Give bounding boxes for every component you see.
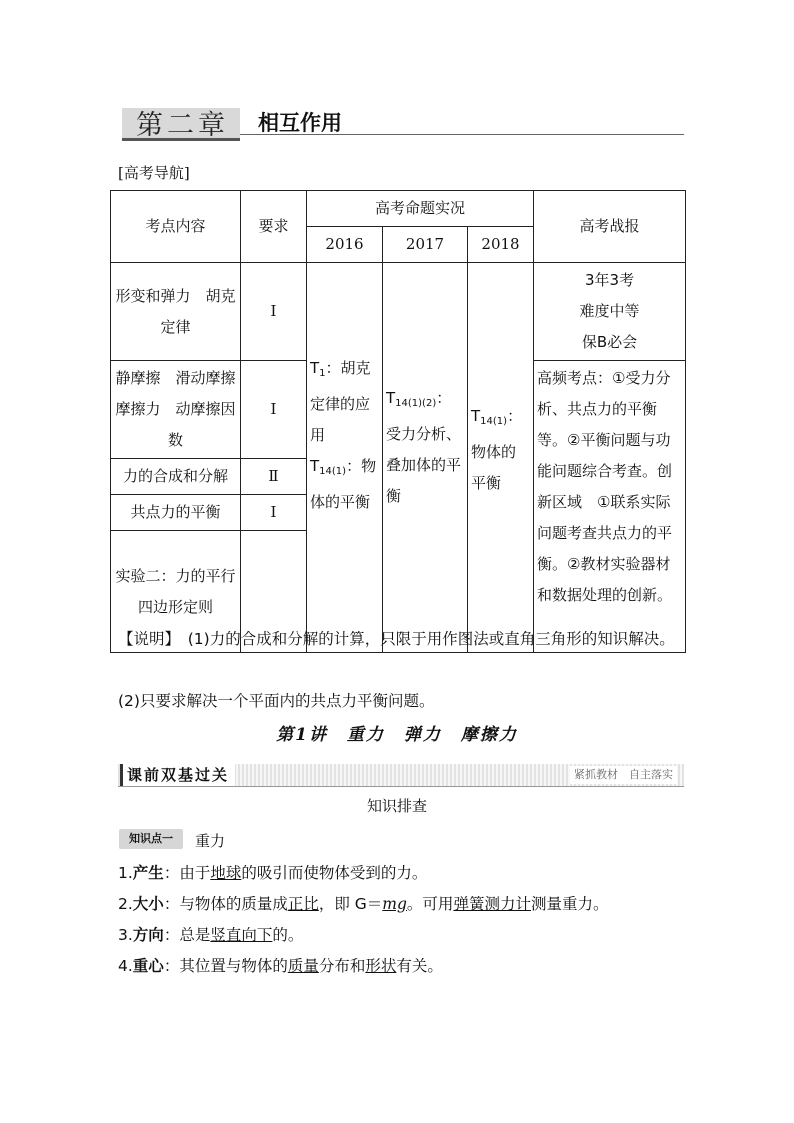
year-2018: 2018 bbox=[468, 227, 534, 263]
header-report: 高考战报 bbox=[534, 191, 686, 263]
header-points: 考点内容 bbox=[111, 191, 241, 263]
lecture-title: 第1讲 重力 弹力 摩擦力 bbox=[276, 725, 518, 745]
exam-navigation-title: [高考导航] bbox=[118, 164, 190, 182]
list-item: 3.方向：总是竖直向下的。 bbox=[118, 926, 304, 944]
table-row-level: Ⅰ bbox=[241, 263, 307, 361]
note-2: (2)只要求解决一个平面内的共点力平衡问题。 bbox=[118, 692, 435, 710]
knowledge-review-heading: 知识排查 bbox=[366, 797, 427, 815]
cell-2017: $T_{14(1)(2)}$：受力分析、叠加体的平衡 bbox=[383, 263, 468, 653]
cell-2018: $T_{14(1)}$：物体的平衡 bbox=[468, 263, 534, 653]
knowledge-point-badge: 知识点一 bbox=[119, 829, 183, 849]
year-2017: 2017 bbox=[383, 227, 468, 263]
knowledge-point-title: 重力 bbox=[195, 832, 226, 850]
header-divider bbox=[240, 134, 684, 135]
table-row-level: Ⅰ bbox=[241, 495, 307, 531]
table-row-point: 形变和弹力 胡克定律 bbox=[111, 263, 241, 361]
section-tagline: 紧抓教材 自主落实 bbox=[570, 766, 677, 784]
report-line: 难度中等 bbox=[579, 302, 640, 320]
chapter-title: 相互作用 bbox=[258, 111, 342, 135]
section-label: 课前双基过关 bbox=[120, 764, 235, 786]
table-row-level: Ⅰ bbox=[241, 361, 307, 459]
table-row-point: 力的合成和分解 bbox=[111, 459, 241, 495]
table-row-level: Ⅱ bbox=[241, 459, 307, 495]
table-row-point: 实验二：力的平行四边形定则 bbox=[111, 531, 241, 653]
note-1: 【说明】 (1)力的合成和分解的计算，只限于用作图法或直角三角形的知识解决。 bbox=[118, 630, 675, 648]
year-2016: 2016 bbox=[307, 227, 383, 263]
report-line: 保B必会 bbox=[581, 333, 638, 351]
report-line: 3年3考 bbox=[584, 271, 635, 289]
header-requirement: 要求 bbox=[241, 191, 307, 263]
list-item: 2.大小：与物体的质量成正比，即 G＝mg。可用弹簧测力计测量重力。 bbox=[118, 895, 609, 913]
header-exam-record: 高考命题实况 bbox=[307, 191, 534, 227]
report-summary bbox=[534, 263, 686, 361]
list-item: 4.重心：其位置与物体的质量分布和形状有关。 bbox=[118, 957, 443, 975]
list-item: 1.产生：由于地球的吸引而使物体受到的力。 bbox=[118, 864, 428, 882]
chapter-label: 第二章 bbox=[136, 110, 229, 141]
report-detail: 高频考点：①受力分析、共点力的平衡等。②平衡问题与功能问题综合考查。创新区域 ①联系实际问题考查共点力的平衡。②教材实验器材和数据处理的创新。 bbox=[534, 361, 686, 653]
table-row-point: 共点力的平衡 bbox=[111, 495, 241, 531]
cell-2016: $T_1$：胡克定律的应用 $T_{14(1)}$：物体的平衡 bbox=[307, 263, 383, 653]
table-row-point: 静摩擦 滑动摩擦 摩擦力 动摩擦因数 bbox=[111, 361, 241, 459]
exam-table bbox=[110, 190, 686, 653]
